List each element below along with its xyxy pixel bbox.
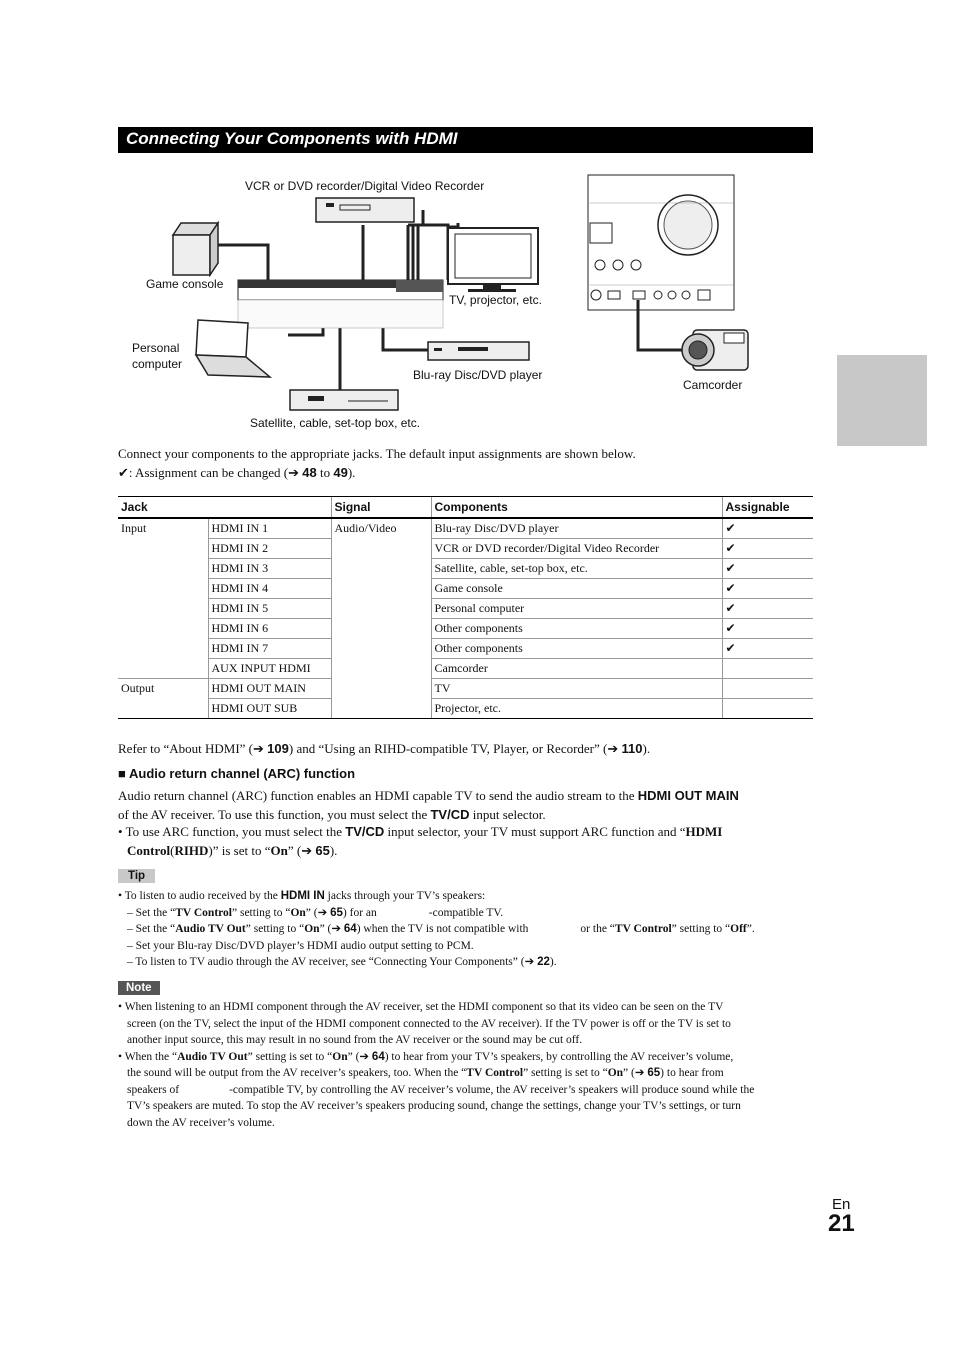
page-ref-65[interactable]: 65 bbox=[315, 843, 330, 858]
note-label: Note bbox=[118, 981, 160, 995]
table-row bbox=[118, 659, 813, 679]
note-content: • When listening to an HDMI component through the AV receiver, set the HDMI component so that its video can be seen on the TV screen (on the TV, select the input of the HDMI component connected to the AV receiver). If the TV power is off or the TV is set to another input source, this may result in no sound from the AV receiver or the sound may be cut off. • When the “Audio TV Out” setting is set to “On” (➔ 64) to hear from your TV’s speakers, by controlling the AV receiver’s volume, the sound will be output from the AV receiver’s speakers, too. When the “TV Control” setting is set to “On” (➔ 65) to hear from speakers of -compatible TV, by controlling the AV receiver’s volume, the AV receiver’s speakers will produce sound while the TV’s speakers are muted. To stop the AV receiver’s speakers producing sound, change the settings, change your TV’s settings, or turn down the AV receiver’s volume. bbox=[118, 1001, 755, 1129]
table-header-row bbox=[118, 497, 813, 519]
satellite-box-device bbox=[290, 390, 398, 410]
jack-cell: AUX INPUT HDMI bbox=[208, 659, 331, 679]
bluray-label: Blu-ray Disc/DVD player bbox=[413, 368, 543, 382]
component-cell: Blu-ray Disc/DVD player bbox=[431, 518, 722, 539]
section-heading-bar bbox=[118, 127, 813, 153]
jack-cell: HDMI IN 7 bbox=[208, 639, 331, 659]
header-components: Components bbox=[431, 497, 722, 519]
page-ref-48[interactable]: 48 bbox=[302, 465, 317, 480]
section-title: Connecting Your Components with HDMI bbox=[126, 129, 458, 148]
table-row bbox=[118, 559, 813, 579]
arrow-icon: ➔ bbox=[301, 843, 313, 858]
arc-bullet: • To use ARC function, you must select the TV/CD input selector, your TV must support ARC function and “HDMI Control(RIHD)” is set to “On” (➔ 65). bbox=[118, 824, 723, 858]
jack-cell: HDMI IN 3 bbox=[208, 559, 331, 579]
intro-text bbox=[118, 444, 818, 482]
page-ref-22[interactable]: 22 bbox=[537, 956, 550, 968]
game-console-device bbox=[173, 223, 218, 275]
side-tab bbox=[837, 355, 927, 446]
table-row bbox=[118, 518, 813, 539]
camcorder-device bbox=[682, 330, 748, 370]
square-bullet-icon: ■ bbox=[118, 766, 126, 781]
table-row bbox=[118, 539, 813, 559]
laptop-device bbox=[196, 320, 270, 377]
signal-cell: Audio/Video bbox=[331, 518, 431, 719]
jack-cell: HDMI IN 2 bbox=[208, 539, 331, 559]
jack-assignment-table bbox=[118, 496, 813, 719]
table-row bbox=[118, 639, 813, 659]
note-box bbox=[118, 978, 160, 996]
vcr-label: VCR or DVD recorder/Digital Video Recorder bbox=[245, 179, 485, 193]
pc-label-line1: Personal bbox=[132, 341, 180, 355]
tv-device bbox=[448, 228, 538, 292]
table-row bbox=[118, 679, 813, 699]
vcr-device bbox=[316, 198, 414, 222]
component-cell: Projector, etc. bbox=[431, 699, 722, 719]
component-cell: Other components bbox=[431, 639, 722, 659]
arrow-icon: ➔ bbox=[524, 956, 535, 968]
receiver-front-panel bbox=[588, 175, 734, 310]
intro-line-2: ✔: Assignment can be changed (➔ 48 to 49). bbox=[118, 465, 356, 480]
header-signal: Signal bbox=[331, 497, 431, 519]
assignable-cell bbox=[722, 679, 813, 699]
page-ref-65[interactable]: 65 bbox=[330, 906, 343, 919]
header-jack: Jack bbox=[118, 497, 331, 519]
component-cell: Personal computer bbox=[431, 599, 722, 619]
assignable-cell: ✔ bbox=[722, 518, 813, 539]
arc-paragraph: Audio return channel (ARC) function enables an HDMI capable TV to send the audio stream to the HDMI OUT MAIN of the AV receiver. To use this function, you must select the TV/CD input selector. bbox=[118, 788, 739, 822]
check-icon: ✔ bbox=[118, 465, 129, 480]
assignable-cell: ✔ bbox=[722, 579, 813, 599]
tip-content: • To listen to audio received by the HDMI IN jacks through your TV’s speakers: – Set the “TV Control” setting to “On” (➔ 65) for an -compatible TV. – Set the “Audio TV Out” setting to “On” (➔ 64) when the TV is not compatible with or the “TV Control” setting to “Off”. – Set your Blu-ray Disc/DVD player’s HDMI audio output setting to PCM. – To listen to TV audio through the AV receiver, see “Connecting Your Components” (➔ 22). bbox=[118, 890, 755, 968]
assignable-cell: ✔ bbox=[722, 639, 813, 659]
assignable-cell: ✔ bbox=[722, 559, 813, 579]
arrow-icon: ➔ bbox=[607, 741, 619, 756]
assignable-cell: ✔ bbox=[722, 619, 813, 639]
receiver-back-panel bbox=[238, 280, 443, 328]
arrow-icon: ➔ bbox=[317, 906, 328, 919]
tv-label: TV, projector, etc. bbox=[449, 293, 542, 307]
page-number: 21 bbox=[828, 1210, 855, 1237]
intro-line-1: Connect your components to the appropriate jacks. The default input assignments are shown below. bbox=[118, 446, 636, 461]
page-ref-110[interactable]: 110 bbox=[621, 741, 643, 756]
table-row bbox=[118, 699, 813, 719]
header-assignable: Assignable bbox=[722, 497, 813, 519]
arrow-icon: ➔ bbox=[331, 923, 342, 935]
jack-cell: HDMI IN 5 bbox=[208, 599, 331, 619]
component-cell: TV bbox=[431, 679, 722, 699]
arrow-icon: ➔ bbox=[359, 1050, 370, 1063]
camcorder-label: Camcorder bbox=[683, 378, 743, 392]
satellite-label: Satellite, cable, set-top box, etc. bbox=[250, 416, 421, 430]
game-console-label: Game console bbox=[146, 277, 224, 291]
component-cell: Other components bbox=[431, 619, 722, 639]
tip-label: Tip bbox=[118, 869, 155, 883]
page-ref-65[interactable]: 65 bbox=[647, 1067, 661, 1079]
page-ref-64[interactable]: 64 bbox=[343, 923, 357, 935]
tip-box bbox=[118, 866, 155, 884]
jack-cell: HDMI OUT MAIN bbox=[208, 679, 331, 699]
table-row bbox=[118, 579, 813, 599]
jack-cell: HDMI IN 4 bbox=[208, 579, 331, 599]
arc-heading: ■ Audio return channel (ARC) function bbox=[118, 766, 356, 781]
assignable-cell bbox=[722, 699, 813, 719]
page-ref-49[interactable]: 49 bbox=[333, 465, 348, 480]
arrow-icon: ➔ bbox=[634, 1067, 645, 1079]
table-row bbox=[118, 599, 813, 619]
page-ref-64[interactable]: 64 bbox=[371, 1050, 385, 1063]
arrow-icon: ➔ bbox=[253, 741, 264, 756]
assignable-cell: ✔ bbox=[722, 539, 813, 559]
jack-cell: HDMI IN 1 bbox=[208, 518, 331, 539]
assignable-cell bbox=[722, 659, 813, 679]
arrow-icon: ➔ bbox=[288, 465, 300, 480]
component-cell: VCR or DVD recorder/Digital Video Recorder bbox=[431, 539, 722, 559]
table-row bbox=[118, 619, 813, 639]
component-cell: Game console bbox=[431, 579, 722, 599]
bluray-device bbox=[428, 342, 529, 360]
assignable-cell: ✔ bbox=[722, 599, 813, 619]
group-output: Output bbox=[118, 679, 208, 719]
component-cell: Satellite, cable, set-top box, etc. bbox=[431, 559, 722, 579]
component-cell: Camcorder bbox=[431, 659, 722, 679]
jack-cell: HDMI OUT SUB bbox=[208, 699, 331, 719]
refer-line: Refer to “About HDMI” (➔ 109) and “Using an RIHD-compatible TV, Player, or Recorder” (➔ 110). bbox=[118, 741, 651, 756]
jack-cell: HDMI IN 6 bbox=[208, 619, 331, 639]
pc-label-line2: computer bbox=[132, 357, 183, 371]
group-input: Input bbox=[118, 518, 208, 679]
page-ref-109[interactable]: 109 bbox=[267, 741, 289, 756]
page-language: En bbox=[832, 1196, 851, 1213]
